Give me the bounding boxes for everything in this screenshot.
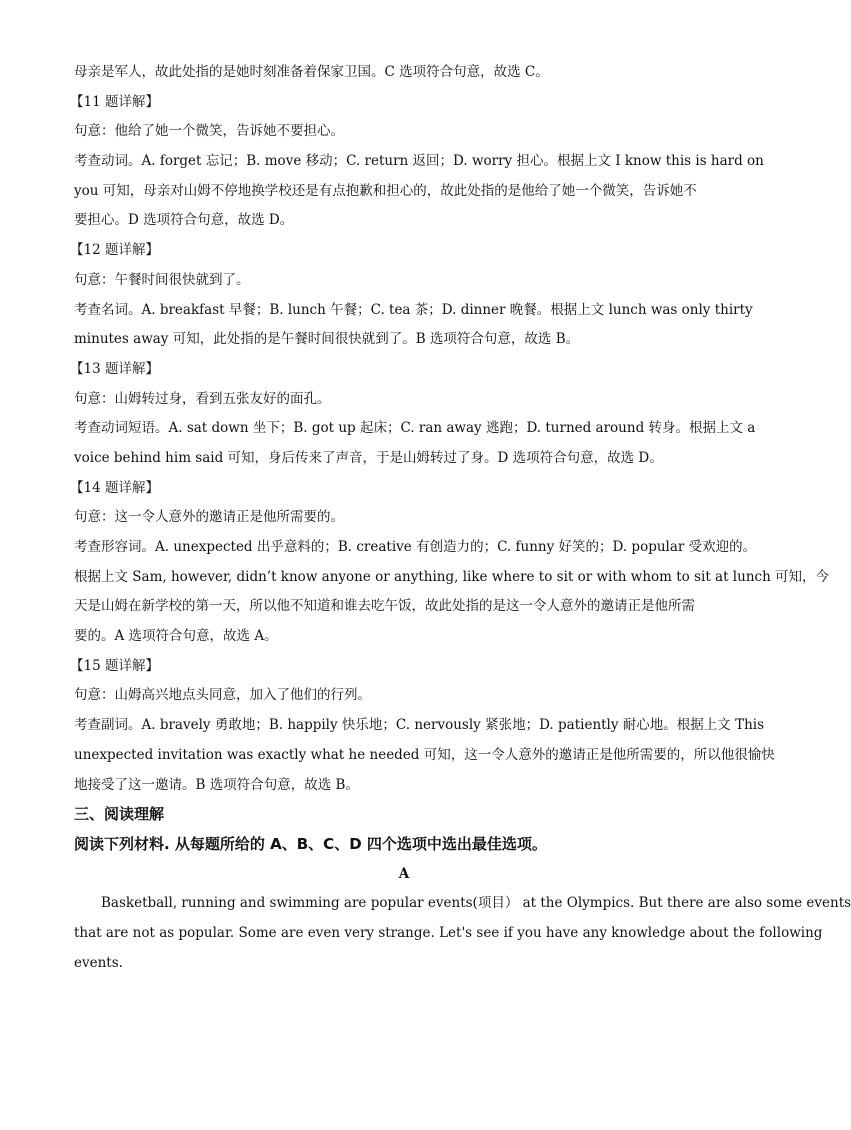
- question-14-explanation: 要的。A 选项符合句意，故选 A。: [74, 628, 278, 645]
- question-14-meaning: 句意：这一令人意外的邀请正是他所需要的。: [74, 509, 344, 526]
- question-12-explanation: minutes away 可知，此处指的是午餐时间很快就到了。B 选项符合句意，故选 B。: [74, 331, 580, 348]
- question-11-explanation: 要担心。D 选项符合句意，故选 D。: [74, 212, 294, 229]
- document-page: [70, 58, 851, 978]
- question-14-explanation: 考查形容词。A. unexpected 出乎意料的；B. creative 有创造力的；C. funny 好笑的；D. popular 受欢迎的。: [74, 539, 757, 555]
- answer-line: 母亲是军人，故此处指的是她时刻准备着保家卫国。C 选项符合句意，故选 C。: [74, 64, 549, 80]
- question-14-explanation: 天是山姆在新学校的第一天，所以他不知道和谁去吃午饭，故此处指的是这一令人意外的邀请正是他所需: [74, 598, 695, 615]
- question-15-header: 【15 题详解】: [70, 657, 159, 674]
- question-12-explanation: 考查名词。A. breakfast 早餐；B. lunch 午餐；C. tea 茶；D. dinner 晚餐。根据上文 lunch was only thirty: [74, 301, 753, 318]
- section-title: 三、阅读理解: [74, 805, 165, 824]
- question-12-meaning: 句意：午餐时间很快就到了。: [74, 271, 250, 288]
- passage-label: A: [398, 865, 410, 882]
- question-15-meaning: 句意：山姆高兴地点头同意，加入了他们的行列。: [74, 687, 371, 704]
- question-11-explanation: you 可知，母亲对山姆不停地换学校还是有点抱歉和担心的，故此处指的是他给了她一个微笑，告诉她不: [74, 182, 697, 199]
- question-11-explanation: 考查动词。A. forget 忘记；B. move 移动；C. return 返回；D. worry 担心。根据上文 I know this is hard on: [74, 153, 764, 170]
- question-11-meaning: 句意：他给了她一个微笑，告诉她不要担心。: [74, 123, 344, 140]
- question-14-header: 【14 题详解】: [70, 479, 159, 496]
- section-instruction: 阅读下列材料. 从每题所给的 A、B、C、D 四个选项中选出最佳选项。: [74, 834, 547, 853]
- question-15-explanation: 地接受了这一邀请。B 选项符合句意，故选 B。: [74, 776, 359, 793]
- question-13-meaning: 句意：山姆转过身，看到五张友好的面孔。: [74, 390, 331, 407]
- question-11-header: 【11 题详解】: [70, 93, 159, 110]
- question-15-explanation: unexpected invitation was exactly what he needed 可知，这一令人意外的邀请正是他所需要的，所以他很愉快: [74, 746, 775, 763]
- question-14-explanation: 根据上文 Sam, however, didn’t know anyone or anything, like where to sit or with whom to sit at lunch 可知，今: [74, 568, 830, 585]
- question-12-header: 【12 题详解】: [70, 242, 159, 259]
- question-15-explanation: 考查副词。A. bravely 勇敢地；B. happily 快乐地；C. nervously 紧张地；D. patiently 耐心地。根据上文 This: [74, 717, 765, 734]
- question-13-explanation: voice behind him said 可知，身后传来了声音，于是山姆转过了身。D 选项符合句意，故选 D。: [74, 449, 663, 466]
- passage-line: that are not as popular. Some are even very strange. Let's see if you have any knowledge about the following: [74, 924, 823, 941]
- question-13-explanation: 考查动词短语。A. sat down 坐下；B. got up 起床；C. ran away 逃跑；D. turned around 转身。根据上文 a: [74, 420, 756, 437]
- passage-line: Basketball, running and swimming are popular events(项目） at the Olympics. But there are also some events: [101, 895, 851, 912]
- passage-line: events.: [74, 954, 123, 971]
- question-13-header: 【13 题详解】: [70, 360, 159, 377]
